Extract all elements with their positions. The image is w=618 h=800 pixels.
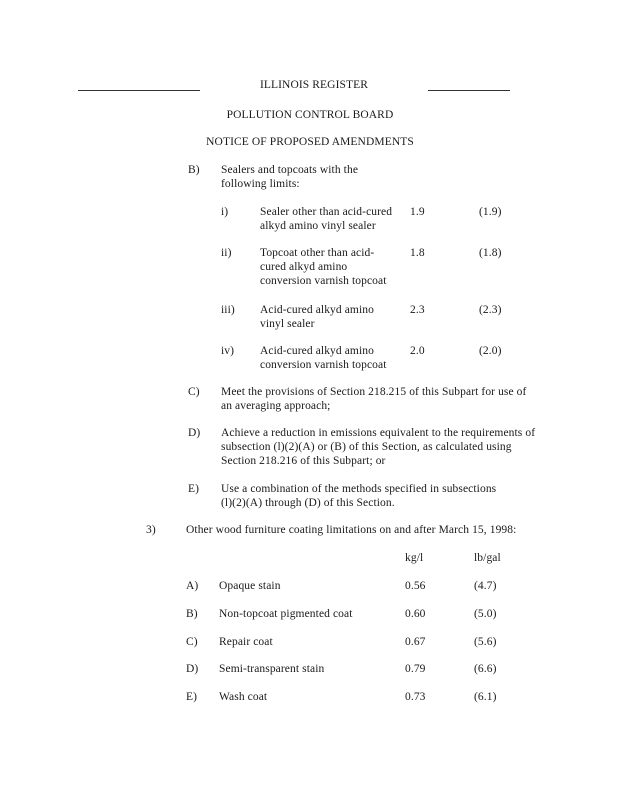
coating-row-a-name: Opaque stain xyxy=(219,580,281,592)
coating-row-b-lb: (5.0) xyxy=(474,608,497,620)
section-d-line-1: Achieve a reduction in emissions equivalent to the requirements of xyxy=(221,427,536,439)
item-iii-lb: (2.3) xyxy=(479,304,502,316)
coating-row-e-lb: (6.1) xyxy=(474,691,497,703)
item-ii-num: ii) xyxy=(221,247,232,259)
item-i-lb: (1.9) xyxy=(479,206,502,218)
section-b-text-1: Sealers and topcoats with the xyxy=(221,164,359,176)
item-iv-kg: 2.0 xyxy=(410,345,425,357)
item-iv-lb: (2.0) xyxy=(479,345,502,357)
item-ii-line-1: Topcoat other than acid- xyxy=(260,247,375,259)
section-b-label: B) xyxy=(188,164,200,176)
board-title: POLLUTION CONTROL BOARD xyxy=(226,109,394,121)
coating-row-c-lb: (5.6) xyxy=(474,636,497,648)
item-iv-line-2: conversion varnish topcoat xyxy=(260,359,387,371)
item-i-kg: 1.9 xyxy=(410,206,425,218)
coating-row-d-lb: (6.6) xyxy=(474,663,497,675)
item-iii-line-1: Acid-cured alkyd amino xyxy=(260,304,374,316)
item-ii-line-3: conversion varnish topcoat xyxy=(260,275,387,287)
item-iv-line-1: Acid-cured alkyd amino xyxy=(260,345,374,357)
section-d-line-3: Section 218.216 of this Subpart; or xyxy=(221,455,386,467)
section-e-line-2: (l)(2)(A) through (D) of this Section. xyxy=(221,497,395,509)
item-i-num: i) xyxy=(221,206,229,218)
section-3-label: 3) xyxy=(146,524,156,536)
coating-row-e-name: Wash coat xyxy=(219,691,268,703)
coating-row-c-label: C) xyxy=(186,636,198,648)
coating-row-c-kg: 0.67 xyxy=(405,636,426,648)
coating-row-e-kg: 0.73 xyxy=(405,691,426,703)
coating-row-e-label: E) xyxy=(186,691,198,703)
section-d-line-2: subsection (l)(2)(A) or (B) of this Section, as calculated using xyxy=(221,441,512,453)
item-iii-kg: 2.3 xyxy=(410,304,425,316)
section-b-text-2: following limits: xyxy=(221,178,300,190)
section-e-line-1: Use a combination of the methods specified in subsections xyxy=(221,483,497,495)
item-i-line-1: Sealer other than acid-cured xyxy=(260,206,393,218)
coating-row-b-name: Non-topcoat pigmented coat xyxy=(219,608,353,620)
section-e-label: E) xyxy=(188,483,200,495)
coating-row-b-label: B) xyxy=(186,608,198,620)
coating-row-b-kg: 0.60 xyxy=(405,608,426,620)
section-3-text: Other wood furniture coating limitations on and after March 15, 1998: xyxy=(186,524,517,536)
col-header-lb: lb/gal xyxy=(474,552,501,564)
coating-row-a-label: A) xyxy=(186,580,199,592)
register-title: ILLINOIS REGISTER xyxy=(200,78,428,92)
section-c-line-1: Meet the provisions of Section 218.215 of this Subpart for use of xyxy=(221,386,527,398)
item-ii-kg: 1.8 xyxy=(410,247,425,259)
item-i-line-2: alkyd amino vinyl sealer xyxy=(260,220,376,232)
coating-row-c-name: Repair coat xyxy=(219,636,273,648)
section-d-label: D) xyxy=(188,427,201,439)
item-ii-lb: (1.8) xyxy=(479,247,502,259)
notice-title: NOTICE OF PROPOSED AMENDMENTS xyxy=(206,136,414,148)
coating-row-d-name: Semi-transparent stain xyxy=(219,663,325,675)
coating-row-a-lb: (4.7) xyxy=(474,580,497,592)
col-header-kg: kg/l xyxy=(405,552,424,564)
item-iv-num: iv) xyxy=(221,345,235,357)
section-c-line-2: an averaging approach; xyxy=(221,400,331,412)
item-iii-num: iii) xyxy=(221,304,235,316)
coating-row-d-label: D) xyxy=(186,663,199,675)
item-ii-line-2: cured alkyd amino xyxy=(260,261,348,273)
coating-row-d-kg: 0.79 xyxy=(405,663,426,675)
item-iii-line-2: vinyl sealer xyxy=(260,318,315,330)
coating-row-a-kg: 0.56 xyxy=(405,580,426,592)
section-c-label: C) xyxy=(188,386,200,398)
